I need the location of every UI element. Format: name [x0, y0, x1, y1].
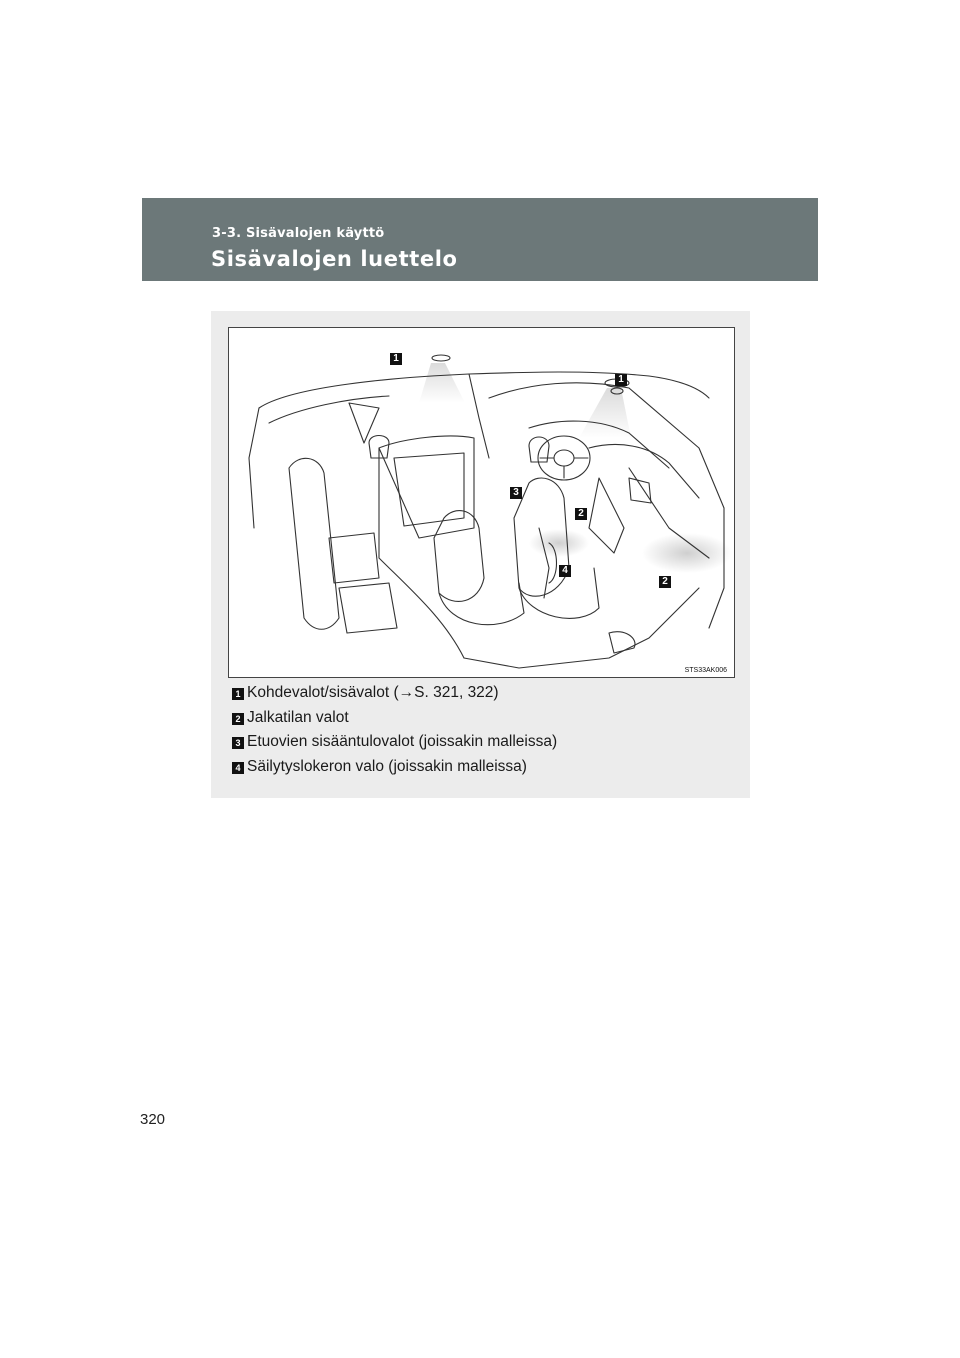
- callout-badge: 2: [575, 508, 587, 520]
- callout-badge: 2: [659, 576, 671, 588]
- legend-item: [232, 733, 732, 758]
- legend-number-badge: 3: [232, 737, 244, 749]
- legend-number-badge: 4: [232, 762, 244, 774]
- section-label: 3-3. Sisävalojen käyttö: [212, 226, 385, 241]
- callout-badge: 4: [559, 565, 571, 577]
- legend-item: [232, 684, 732, 709]
- callout-badge: 3: [510, 487, 522, 499]
- legend-text: Jalkatilan valot: [247, 708, 349, 726]
- callout-badge: 1: [615, 374, 627, 386]
- legend-number-badge: 1: [232, 688, 244, 700]
- legend-item: [232, 709, 732, 734]
- callout-badge: 1: [390, 353, 402, 365]
- page-number: 320: [140, 1111, 166, 1128]
- legend-number-badge: 2: [232, 713, 244, 725]
- legend-item: [232, 758, 732, 783]
- page-title: Sisävalojen luettelo: [211, 247, 458, 271]
- car-interior-illustration: [228, 327, 735, 678]
- figure-code: STS33AK006: [684, 667, 727, 674]
- legend-text: Etuovien sisääntulovalot (joissakin malleissa): [247, 733, 558, 751]
- legend-list: [232, 684, 732, 783]
- car-interior-drawing: [229, 328, 734, 677]
- legend-text: Kohdevalot/sisävalot (→S. 321, 322): [247, 684, 499, 701]
- legend-text: Säilytyslokeron valo (joissakin malleissa): [247, 758, 527, 776]
